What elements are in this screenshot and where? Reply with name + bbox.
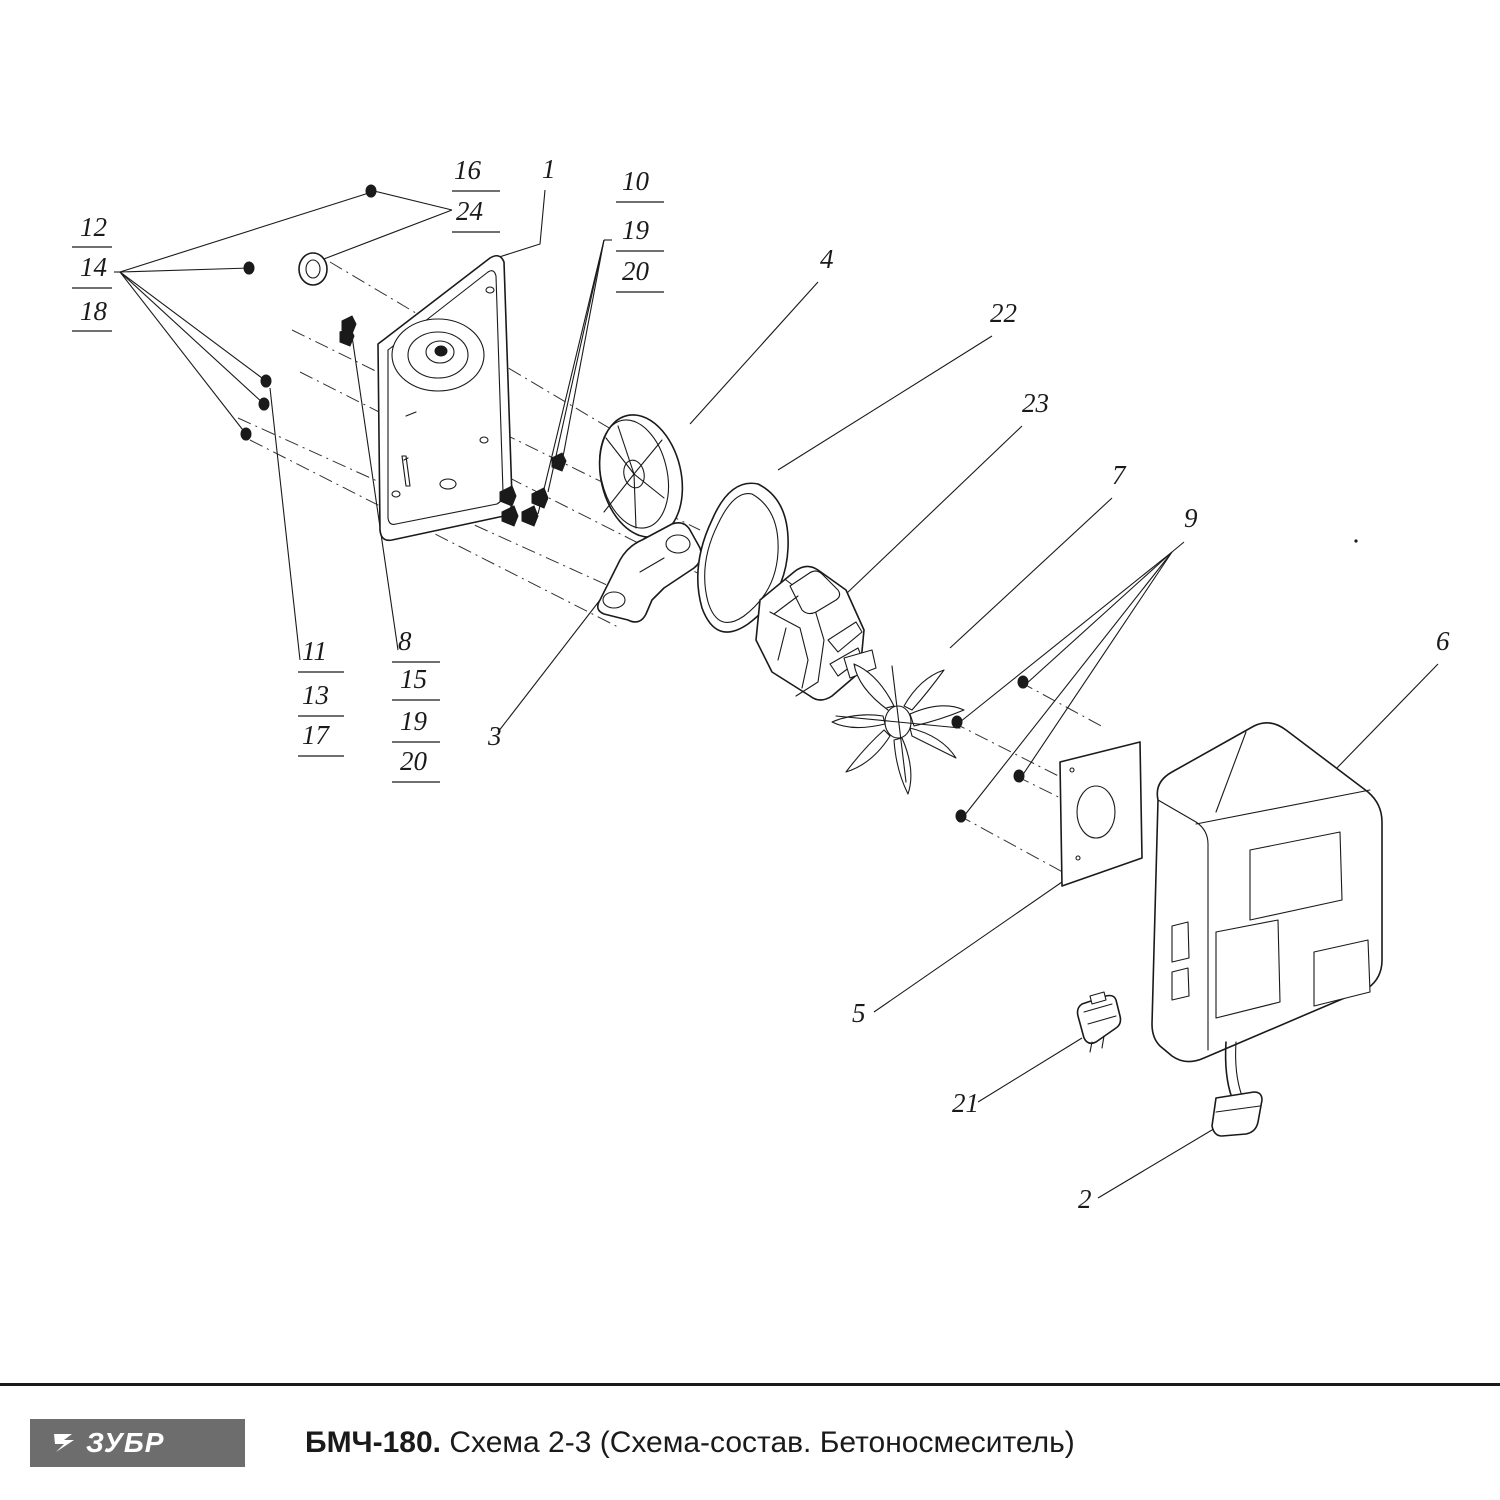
callout-18: 18	[80, 296, 107, 326]
callout-13: 13	[302, 680, 329, 710]
callout-7: 7	[1112, 460, 1126, 490]
part-rocker-switch	[1078, 992, 1121, 1052]
part-front-cover-plate	[378, 256, 512, 541]
brand-name: ЗУБР	[86, 1427, 165, 1458]
footer-bar	[0, 1386, 1500, 1500]
callout-17: 17	[302, 720, 329, 750]
callout-8: 8	[398, 626, 412, 656]
callout-11: 11	[302, 636, 327, 666]
footer-caption	[305, 1426, 1075, 1460]
callout-16: 16	[454, 155, 481, 185]
part-power-cord-with-plug	[1212, 1042, 1262, 1136]
callout-22: 22	[990, 298, 1017, 328]
callout-12: 12	[80, 212, 107, 242]
arrow-icon	[52, 1430, 78, 1456]
callout-19-a: 19	[622, 215, 649, 245]
callout-20-a: 20	[622, 256, 649, 286]
registration-dot	[1354, 539, 1357, 542]
callout-9: 9	[1184, 503, 1198, 533]
callout-labels	[80, 154, 1450, 1214]
part-shaft-seal	[299, 253, 327, 285]
callout-5: 5	[852, 998, 866, 1028]
brand-logo	[30, 1419, 245, 1467]
callout-14: 14	[80, 252, 107, 282]
callout-1: 1	[542, 154, 556, 184]
callout-3: 3	[488, 721, 502, 751]
callout-19-b: 19	[400, 706, 427, 736]
callout-24: 24	[456, 196, 483, 226]
callout-20-b: 20	[400, 746, 427, 776]
callout-4: 4	[820, 244, 834, 274]
callout-15: 15	[400, 664, 427, 694]
callout-2: 2	[1078, 1184, 1092, 1214]
callout-6: 6	[1436, 626, 1450, 656]
document-subtitle: Схема 2-3 (Схема-состав. Бетоносмеситель)	[449, 1426, 1075, 1459]
part-motor-end-plate	[1060, 742, 1142, 886]
callout-10: 10	[622, 166, 649, 196]
part-motor-mount-bracket	[598, 523, 701, 622]
document-model: БМЧ-180.	[305, 1426, 442, 1459]
part-cooling-fan	[832, 664, 964, 794]
callout-21: 21	[952, 1088, 979, 1118]
callout-23: 23	[1022, 388, 1049, 418]
leader-lines	[72, 190, 1438, 1198]
part-motor-housing-cover	[1152, 723, 1382, 1062]
